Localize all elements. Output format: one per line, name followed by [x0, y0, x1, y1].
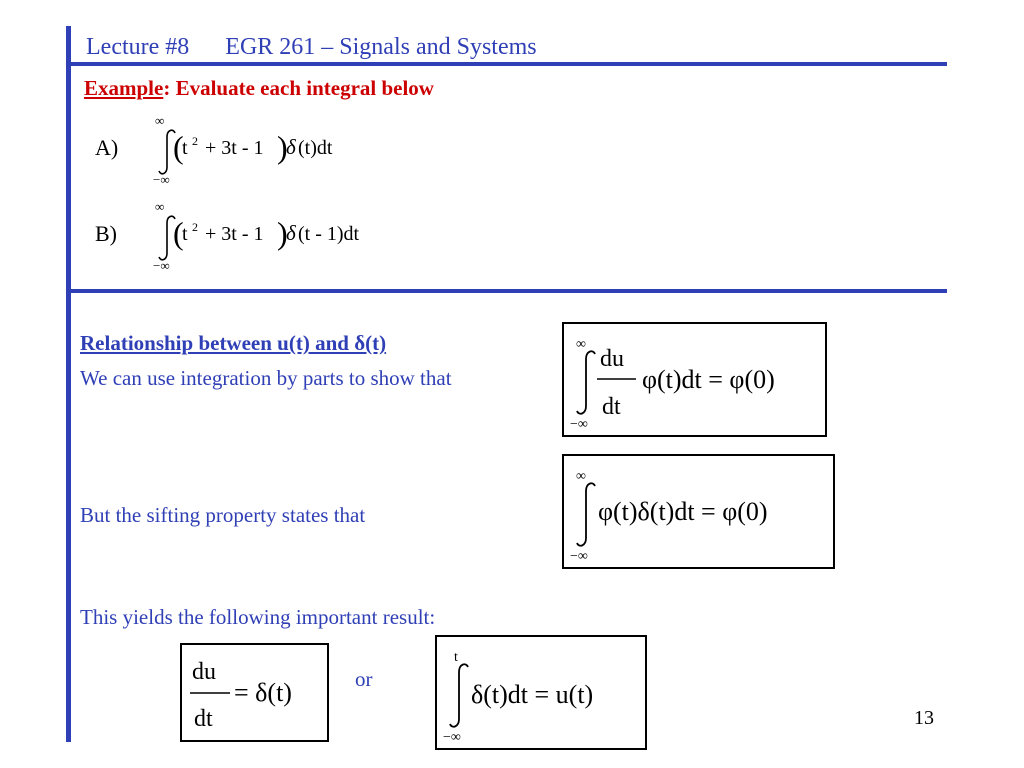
delta-symbol: δ — [286, 135, 296, 159]
section-heading: Relationship between u(t) and δ(t) — [80, 331, 387, 355]
lower-limit: −∞ — [570, 417, 588, 432]
example-heading — [84, 76, 434, 101]
delta-symbol: δ — [286, 221, 296, 245]
problem-b-equation — [95, 198, 425, 278]
sifting-body: φ(t)δ(t)dt = φ(0) — [598, 497, 768, 526]
lower-limit: −∞ — [570, 549, 588, 564]
problem-a — [95, 112, 425, 192]
lower-limit: −∞ — [153, 258, 170, 273]
integral-result-equation — [437, 637, 645, 748]
fraction-numerator: du — [192, 659, 216, 685]
fraction-denominator: dt — [194, 706, 213, 732]
example-label: Example — [84, 76, 164, 100]
upper-limit: t — [454, 650, 458, 665]
section-divider — [66, 289, 947, 293]
poly-base: t — [182, 137, 188, 159]
upper-limit: ∞ — [155, 113, 165, 128]
derivative-result-equation — [182, 645, 327, 740]
course-title: EGR 261 – Signals and Systems — [225, 34, 537, 60]
integration-by-parts-text: We can use integration by parts to show that — [80, 366, 452, 390]
integral-result-body: δ(t)dt = u(t) — [471, 680, 594, 709]
or-connector: or — [355, 667, 373, 691]
integral-result-box — [435, 635, 647, 750]
delta-argument: (t)dt — [298, 137, 333, 159]
problem-a-equation — [95, 112, 425, 192]
upper-limit: ∞ — [576, 469, 586, 484]
close-paren: ) — [277, 215, 288, 251]
poly-exponent: 2 — [192, 220, 198, 234]
integral-sign — [450, 664, 468, 726]
poly-base: t — [182, 223, 188, 245]
page-number: 13 — [914, 707, 934, 729]
problem-b — [95, 198, 425, 278]
fraction-numerator: du — [600, 346, 624, 372]
important-result-text: This yields the following important result: — [80, 605, 436, 629]
upper-limit: ∞ — [576, 337, 586, 352]
integral-sign — [577, 351, 595, 413]
poly-exponent: 2 — [192, 134, 198, 148]
integration-by-parts-equation — [564, 324, 825, 435]
left-accent-bar — [66, 26, 71, 742]
lower-limit: −∞ — [443, 730, 461, 745]
delta-argument: (t - 1)dt — [298, 223, 360, 245]
integral-sign — [577, 483, 595, 545]
lower-limit: −∞ — [153, 172, 170, 187]
sifting-property-equation — [564, 456, 833, 567]
parts-rhs: φ(t)dt = φ(0) — [642, 365, 775, 394]
sifting-property-text: But the sifting property states that — [80, 503, 366, 527]
sifting-property-box — [562, 454, 835, 569]
slide-header — [86, 34, 537, 61]
close-paren: ) — [277, 129, 288, 165]
open-paren: ( — [173, 215, 184, 251]
upper-limit: ∞ — [155, 199, 165, 214]
poly-tail: + 3t - 1 — [205, 223, 264, 245]
poly-tail: + 3t - 1 — [205, 137, 264, 159]
integration-by-parts-box — [562, 322, 827, 437]
fraction-denominator: dt — [602, 394, 621, 420]
derivative-rhs: = δ(t) — [234, 678, 292, 707]
lecture-number: Lecture #8 — [86, 34, 190, 60]
problem-label: A) — [95, 135, 119, 160]
example-text: : Evaluate each integral below — [163, 76, 434, 100]
header-divider — [66, 62, 947, 66]
problem-label: B) — [95, 221, 117, 246]
open-paren: ( — [173, 129, 184, 165]
derivative-result-box — [180, 643, 329, 742]
